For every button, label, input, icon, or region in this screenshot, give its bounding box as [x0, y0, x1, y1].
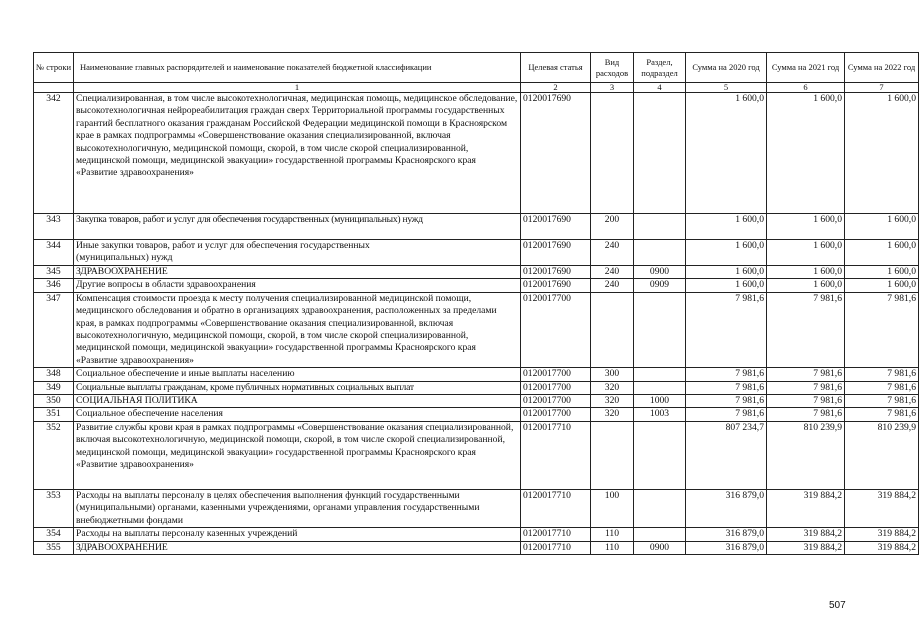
- row-section: [634, 292, 686, 367]
- row-sum-2020: 7 981,6: [686, 408, 767, 421]
- row-sum-2021: 319 884,2: [767, 489, 845, 527]
- row-expense-type: 110: [591, 541, 634, 554]
- row-target-article: 0120017690: [521, 240, 591, 266]
- row-sum-2020: 7 981,6: [686, 292, 767, 367]
- row-name: Иные закупки товаров, работ и услуг для обеспечения государственных (муниципальных) нужд: [74, 240, 521, 266]
- page-number: 507: [829, 600, 846, 611]
- row-name: Расходы на выплаты персоналу в целях обеспечения выполнения функций государственными (муниципальными) органами, казенными учреждениями, органами управления государственными внебюджетными фондами: [74, 489, 521, 527]
- row-expense-type: 300: [591, 368, 634, 381]
- row-number: 344: [34, 240, 74, 266]
- row-name: Компенсация стоимости проезда к месту получения специализированной медицинской помощи, медицинского обследования и обратно в организациях здравоохранения, расположенных за пределами края, в рамках подпрограммы «Совершенствование оказания специализированной, включая высокотехнологичную, медицинской помощи, скорой, в том числе скорой специализированной, медицинской помощи, медицинской эвакуации» государственной программы Красноярского края «Развитие здравоохранения»: [74, 292, 521, 367]
- row-number: 342: [34, 93, 74, 214]
- row-sum-2021: 7 981,6: [767, 381, 845, 394]
- row-name: Развитие службы крови края в рамках подпрограммы «Совершенствование оказания специализированной, включая высокотехнологичную, медицинской помощи, скорой, в том числе скорой специализированной, медицинской помощи, медицинской эвакуации» государственной программы Красноярского края «Развитие здравоохранения»: [74, 421, 521, 489]
- row-target-article: 0120017700: [521, 292, 591, 367]
- row-section: 0909: [634, 279, 686, 292]
- row-sum-2022: 319 884,2: [845, 528, 919, 541]
- header-sum-2022: Сумма на 2022 год: [845, 53, 919, 83]
- row-target-article: 0120017690: [521, 214, 591, 240]
- header-row-no: № строки: [34, 53, 74, 83]
- table-row: [34, 381, 919, 394]
- row-sum-2020: 7 981,6: [686, 368, 767, 381]
- row-sum-2022: 1 600,0: [845, 93, 919, 214]
- row-section: 0900: [634, 266, 686, 279]
- row-target-article: 0120017710: [521, 541, 591, 554]
- row-name: СОЦИАЛЬНАЯ ПОЛИТИКА: [74, 395, 521, 408]
- row-expense-type: 240: [591, 240, 634, 266]
- row-sum-2020: 1 600,0: [686, 93, 767, 214]
- row-sum-2021: 7 981,6: [767, 395, 845, 408]
- row-number: 347: [34, 292, 74, 367]
- row-sum-2021: 7 981,6: [767, 368, 845, 381]
- row-name: ЗДРАВООХРАНЕНИЕ: [74, 541, 521, 554]
- row-expense-type: [591, 292, 634, 367]
- row-expense-type: 320: [591, 408, 634, 421]
- header-section: Раздел, подраздел: [634, 53, 686, 83]
- row-sum-2022: 1 600,0: [845, 279, 919, 292]
- table-row: [34, 279, 919, 292]
- row-number: 352: [34, 421, 74, 489]
- table-row: [34, 266, 919, 279]
- row-section: [634, 489, 686, 527]
- column-number: 5: [686, 83, 767, 93]
- table-row: [34, 240, 919, 266]
- table-row: [34, 292, 919, 367]
- row-sum-2022: 7 981,6: [845, 395, 919, 408]
- row-sum-2021: 7 981,6: [767, 292, 845, 367]
- header-expense-type: Вид расходов: [591, 53, 634, 83]
- row-sum-2021: 1 600,0: [767, 266, 845, 279]
- row-sum-2020: 807 234,7: [686, 421, 767, 489]
- table-row: [34, 489, 919, 527]
- row-target-article: 0120017710: [521, 528, 591, 541]
- row-expense-type: 200: [591, 214, 634, 240]
- table-row: [34, 214, 919, 240]
- column-number: 7: [845, 83, 919, 93]
- column-number: 6: [767, 83, 845, 93]
- table-row: [34, 541, 919, 554]
- row-sum-2021: 1 600,0: [767, 240, 845, 266]
- row-sum-2022: 1 600,0: [845, 240, 919, 266]
- table-row: [34, 408, 919, 421]
- row-section: [634, 421, 686, 489]
- row-name: Расходы на выплаты персоналу казенных учреждений: [74, 528, 521, 541]
- row-sum-2021: 1 600,0: [767, 279, 845, 292]
- row-sum-2021: 7 981,6: [767, 408, 845, 421]
- row-section: 0900: [634, 541, 686, 554]
- row-sum-2020: 1 600,0: [686, 240, 767, 266]
- row-name: Социальное обеспечение и иные выплаты населению: [74, 368, 521, 381]
- column-number: 3: [591, 83, 634, 93]
- row-name: Социальное обеспечение населения: [74, 408, 521, 421]
- row-target-article: 0120017690: [521, 266, 591, 279]
- row-number: 353: [34, 489, 74, 527]
- row-target-article: 0120017710: [521, 421, 591, 489]
- row-expense-type: 320: [591, 395, 634, 408]
- row-sum-2022: 810 239,9: [845, 421, 919, 489]
- row-name: Закупка товаров, работ и услуг для обеспечения государственных (муниципальных) нужд: [74, 214, 521, 240]
- column-number: 1: [74, 83, 521, 93]
- row-sum-2022: 319 884,2: [845, 541, 919, 554]
- row-section: [634, 93, 686, 214]
- row-section: [634, 528, 686, 541]
- row-sum-2021: 319 884,2: [767, 541, 845, 554]
- row-number: 350: [34, 395, 74, 408]
- row-name: Специализированная, в том числе высокотехнологичная, медицинская помощь, медицинское обследование, высокотехнологичная нейрореабилитация граждан сверх Территориальной программы государственных гарантий бесплатного оказания гражданам Российской Федерации медицинской помощи в Красноярском крае в рамках подпрограммы «Совершенствование оказания специализированной, включая высокотехнологичную, медицинской помощи, скорой, в том числе скорой специализированной, медицинской помощи, медицинской эвакуации» государственной программы Красноярского края «Развитие здравоохранения»: [74, 93, 521, 214]
- row-expense-type: [591, 421, 634, 489]
- row-sum-2020: 1 600,0: [686, 214, 767, 240]
- row-sum-2020: 316 879,0: [686, 541, 767, 554]
- row-target-article: 0120017700: [521, 381, 591, 394]
- row-number: 348: [34, 368, 74, 381]
- row-expense-type: 240: [591, 279, 634, 292]
- row-sum-2022: 7 981,6: [845, 408, 919, 421]
- row-section: [634, 368, 686, 381]
- row-sum-2021: 1 600,0: [767, 93, 845, 214]
- row-expense-type: 100: [591, 489, 634, 527]
- row-number: 349: [34, 381, 74, 394]
- row-number: 355: [34, 541, 74, 554]
- table-row: [34, 421, 919, 489]
- row-expense-type: 320: [591, 381, 634, 394]
- row-sum-2020: 1 600,0: [686, 279, 767, 292]
- row-number: 345: [34, 266, 74, 279]
- header-sum-2021: Сумма на 2021 год: [767, 53, 845, 83]
- row-expense-type: 240: [591, 266, 634, 279]
- row-number: 351: [34, 408, 74, 421]
- row-sum-2022: 7 981,6: [845, 368, 919, 381]
- table-row: [34, 368, 919, 381]
- row-expense-type: [591, 93, 634, 214]
- row-sum-2020: 316 879,0: [686, 489, 767, 527]
- row-sum-2022: 319 884,2: [845, 489, 919, 527]
- table-row: [34, 528, 919, 541]
- column-number: 4: [634, 83, 686, 93]
- row-section: [634, 240, 686, 266]
- row-name: Другие вопросы в области здравоохранения: [74, 279, 521, 292]
- row-sum-2020: 316 879,0: [686, 528, 767, 541]
- row-sum-2020: 7 981,6: [686, 381, 767, 394]
- column-number: [34, 83, 74, 93]
- column-number-row: [34, 83, 919, 93]
- row-sum-2022: 1 600,0: [845, 214, 919, 240]
- row-number: 346: [34, 279, 74, 292]
- row-section: 1003: [634, 408, 686, 421]
- header-row: [34, 53, 919, 83]
- row-target-article: 0120017700: [521, 408, 591, 421]
- row-target-article: 0120017700: [521, 368, 591, 381]
- row-number: 343: [34, 214, 74, 240]
- row-target-article: 0120017700: [521, 395, 591, 408]
- row-sum-2022: 7 981,6: [845, 292, 919, 367]
- row-sum-2021: 1 600,0: [767, 214, 845, 240]
- row-target-article: 0120017690: [521, 93, 591, 214]
- table-row: [34, 93, 919, 214]
- row-sum-2020: 1 600,0: [686, 266, 767, 279]
- row-section: 1000: [634, 395, 686, 408]
- header-sum-2020: Сумма на 2020 год: [686, 53, 767, 83]
- budget-table: [33, 52, 919, 555]
- row-target-article: 0120017710: [521, 489, 591, 527]
- row-target-article: 0120017690: [521, 279, 591, 292]
- row-sum-2021: 319 884,2: [767, 528, 845, 541]
- row-sum-2022: 7 981,6: [845, 381, 919, 394]
- row-expense-type: 110: [591, 528, 634, 541]
- table-row: [34, 395, 919, 408]
- row-sum-2021: 810 239,9: [767, 421, 845, 489]
- column-number: 2: [521, 83, 591, 93]
- header-target-article: Целевая статья: [521, 53, 591, 83]
- row-sum-2020: 7 981,6: [686, 395, 767, 408]
- row-number: 354: [34, 528, 74, 541]
- row-section: [634, 381, 686, 394]
- row-sum-2022: 1 600,0: [845, 266, 919, 279]
- row-name: ЗДРАВООХРАНЕНИЕ: [74, 266, 521, 279]
- row-name: Социальные выплаты гражданам, кроме публичных нормативных социальных выплат: [74, 381, 521, 394]
- row-section: [634, 214, 686, 240]
- header-name: Наименование главных распорядителей и наименование показателей бюджетной классификации: [74, 53, 521, 83]
